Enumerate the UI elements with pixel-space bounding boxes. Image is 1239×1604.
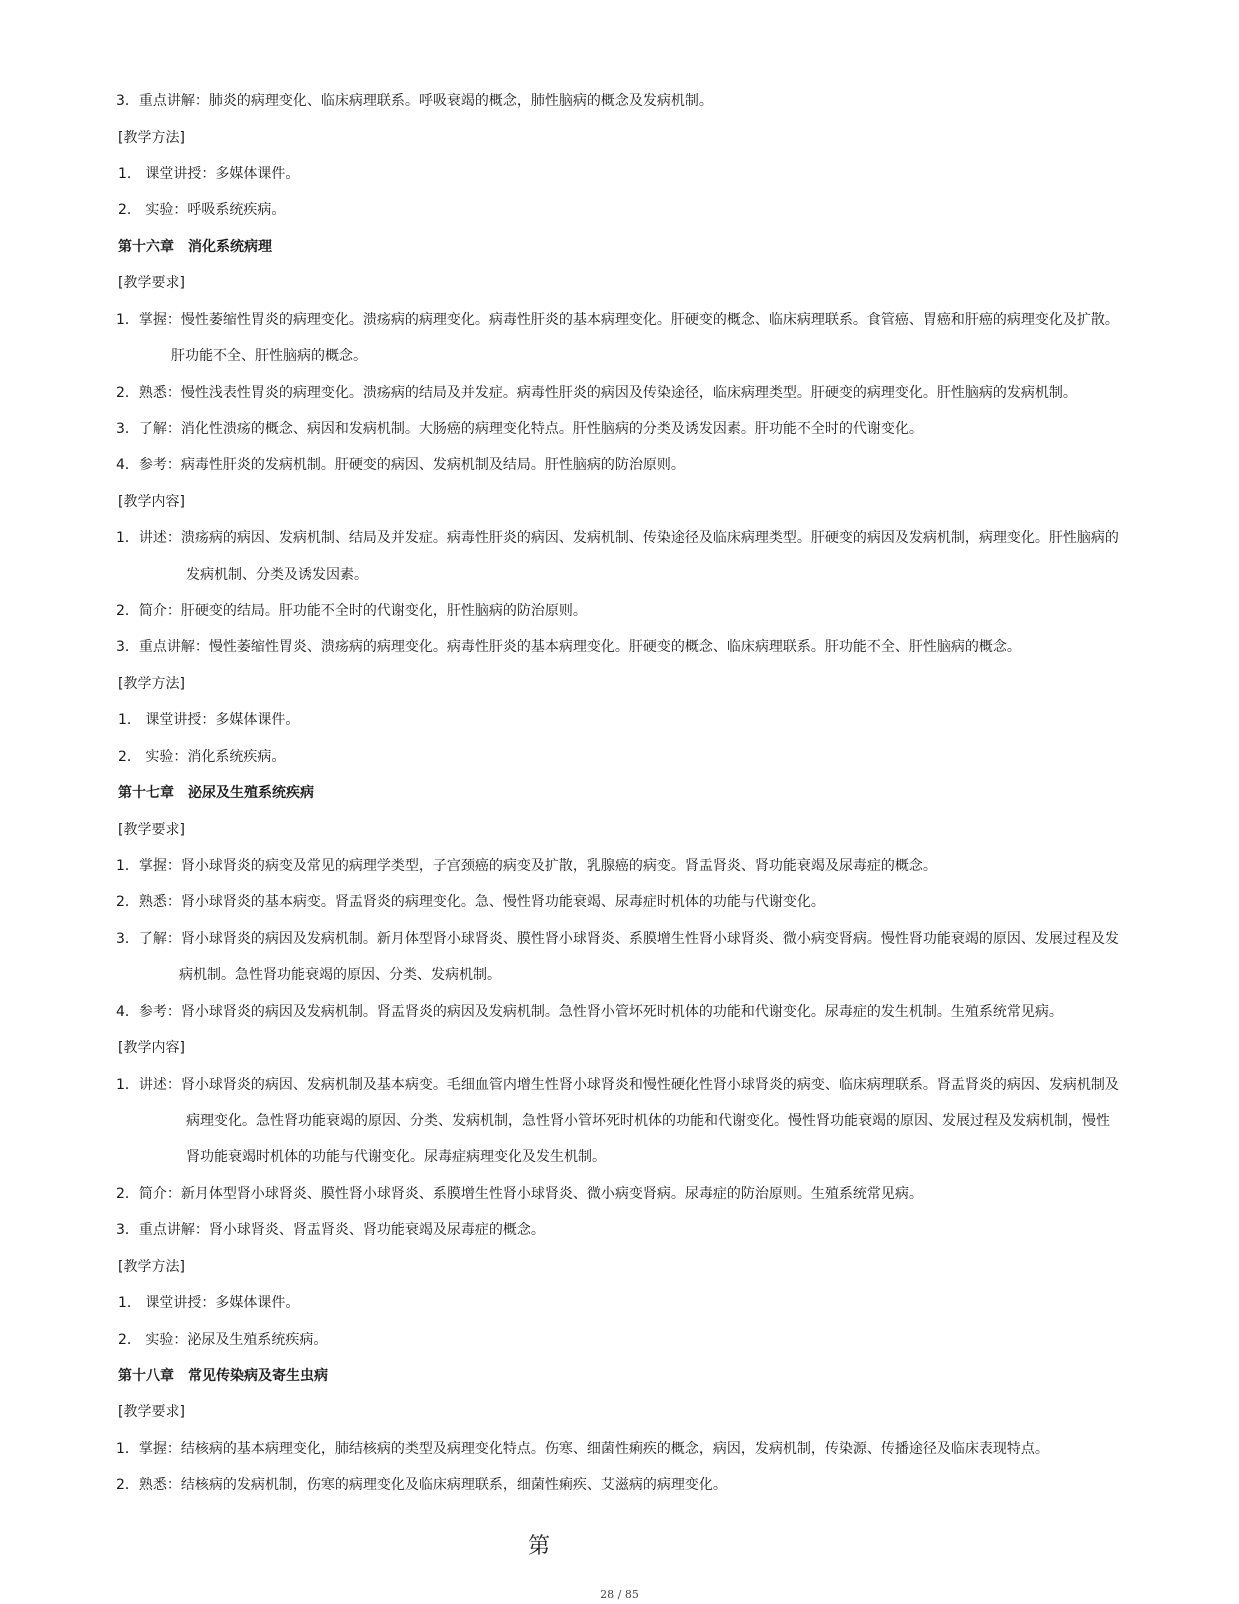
text-line: 1．掌握：慢性萎缩性胃炎的病理变化。溃疡病的病理变化。病毒性肝炎的基本病理变化。肝硬变的概念、临床病理联系。食管癌、胃癌和肝癌的病理变化及扩散。 (116, 312, 1119, 328)
text-line-continued: 发病机制、分类及诱发因素。 (186, 567, 368, 583)
text-line: 1．讲述：肾小球肾炎的病因、发病机制及基本病变。毛细血管内增生性肾小球肾炎和慢性硬化性肾小球肾炎的病变、临床病理联系。肾盂肾炎的病因、发病机制及 (116, 1077, 1119, 1093)
list-item: 1． 课堂讲授：多媒体课件。 (118, 166, 300, 182)
footer-chapter-glyph: 第 (528, 1534, 551, 1559)
text-line: 4．参考：肾小球肾炎的病因及发病机制。肾盂肾炎的病因及发病机制。急性肾小管坏死时机体的功能和代谢变化。尿毒症的发生机制。生殖系统常见病。 (116, 1004, 1063, 1020)
text-line: 2．熟悉：肾小球肾炎的基本病变。肾盂肾炎的病理变化。急、慢性肾功能衰竭、尿毒症时机体的功能与代谢变化。 (116, 894, 825, 910)
text-line-continued: 肝功能不全、肝性脑病的概念。 (171, 348, 367, 364)
text-line: 3．了解：消化性溃疡的概念、病因和发病机制。大肠癌的病理变化特点。肝性脑病的分类及诱发因素。肝功能不全时的代谢变化。 (116, 421, 923, 437)
section-label: [教学方法] (118, 676, 185, 692)
chapter-heading: 第十六章 消化系统病理 (118, 239, 272, 255)
text-line-continued: 病机制。急性肾功能衰竭的原因、分类、发病机制。 (179, 967, 501, 983)
text-line: 1．掌握：结核病的基本病理变化，肺结核病的类型及病理变化特点。伤寒、细菌性痢疾的概念，病因，发病机制，传染源、传播途径及临床表现特点。 (116, 1441, 1049, 1457)
list-item: 1． 课堂讲授：多媒体课件。 (118, 712, 300, 728)
page-number: 28 / 85 (600, 1588, 639, 1601)
text-line: 2．简介：新月体型肾小球肾炎、膜性肾小球肾炎、系膜增生性肾小球肾炎、微小病变肾病。尿毒症的防治原则。生殖系统常见病。 (116, 1186, 923, 1202)
list-item: 2． 实验：消化系统疾病。 (118, 749, 286, 765)
chapter-heading: 第十八章 常见传染病及寄生虫病 (118, 1368, 328, 1384)
section-label: [教学方法] (118, 130, 185, 146)
chapter-heading: 第十七章 泌尿及生殖系统疾病 (118, 785, 314, 801)
section-label: [教学要求] (118, 822, 185, 838)
list-item: 2． 实验：泌尿及生殖系统疾病。 (118, 1332, 328, 1348)
list-item: 2． 实验：呼吸系统疾病。 (118, 202, 286, 218)
text-line-continued: 病理变化。急性肾功能衰竭的原因、分类、发病机制，急性肾小管坏死时机体的功能和代谢变化。慢性肾功能衰竭的原因、发展过程及发病机制，慢性 (186, 1113, 1110, 1129)
section-label: [教学要求] (118, 275, 185, 291)
list-item: 1． 课堂讲授：多媒体课件。 (118, 1295, 300, 1311)
text-line: 2．熟悉：结核病的发病机制，伤寒的病理变化及临床病理联系，细菌性痢疾、艾滋病的病理变化。 (116, 1477, 727, 1493)
section-label: [教学内容] (118, 1040, 185, 1056)
text-line: 3．重点讲解：肾小球肾炎、肾盂肾炎、肾功能衰竭及尿毒症的概念。 (116, 1222, 545, 1238)
text-line: 2．熟悉：慢性浅表性胃炎的病理变化。溃疡病的结局及并发症。病毒性肝炎的病因及传染途径，临床病理类型。肝硬变的病理变化。肝性脑病的发病机制。 (116, 385, 1077, 401)
text-line: 3．重点讲解：肺炎的病理变化、临床病理联系。呼吸衰竭的概念，肺性脑病的概念及发病机制。 (116, 93, 713, 109)
section-label: [教学内容] (118, 494, 185, 510)
text-line: 4．参考：病毒性肝炎的发病机制。肝硬变的病因、发病机制及结局。肝性脑病的防治原则。 (116, 457, 685, 473)
section-label: [教学方法] (118, 1259, 185, 1275)
text-line: 3．重点讲解：慢性萎缩性胃炎、溃疡病的病理变化。病毒性肝炎的基本病理变化。肝硬变的概念、临床病理联系。肝功能不全、肝性脑病的概念。 (116, 639, 1021, 655)
text-line: 1．讲述：溃疡病的病因、发病机制、结局及并发症。病毒性肝炎的病因、发病机制、传染途径及临床病理类型。肝硬变的病因及发病机制，病理变化。肝性脑病的 (116, 530, 1119, 546)
section-label: [教学要求] (118, 1404, 185, 1420)
text-line-continued: 肾功能衰竭时机体的功能与代谢变化。尿毒症病理变化及发生机制。 (186, 1149, 606, 1165)
text-line: 3．了解：肾小球肾炎的病因及发病机制。新月体型肾小球肾炎、膜性肾小球肾炎、系膜增生性肾小球肾炎、微小病变肾病。慢性肾功能衰竭的原因、发展过程及发 (116, 931, 1119, 947)
text-line: 1．掌握：肾小球肾炎的病变及常见的病理学类型，子宫颈癌的病变及扩散，乳腺癌的病变。肾盂肾炎、肾功能衰竭及尿毒症的概念。 (116, 858, 937, 874)
text-line: 2．简介：肝硬变的结局。肝功能不全时的代谢变化，肝性脑病的防治原则。 (116, 603, 587, 619)
